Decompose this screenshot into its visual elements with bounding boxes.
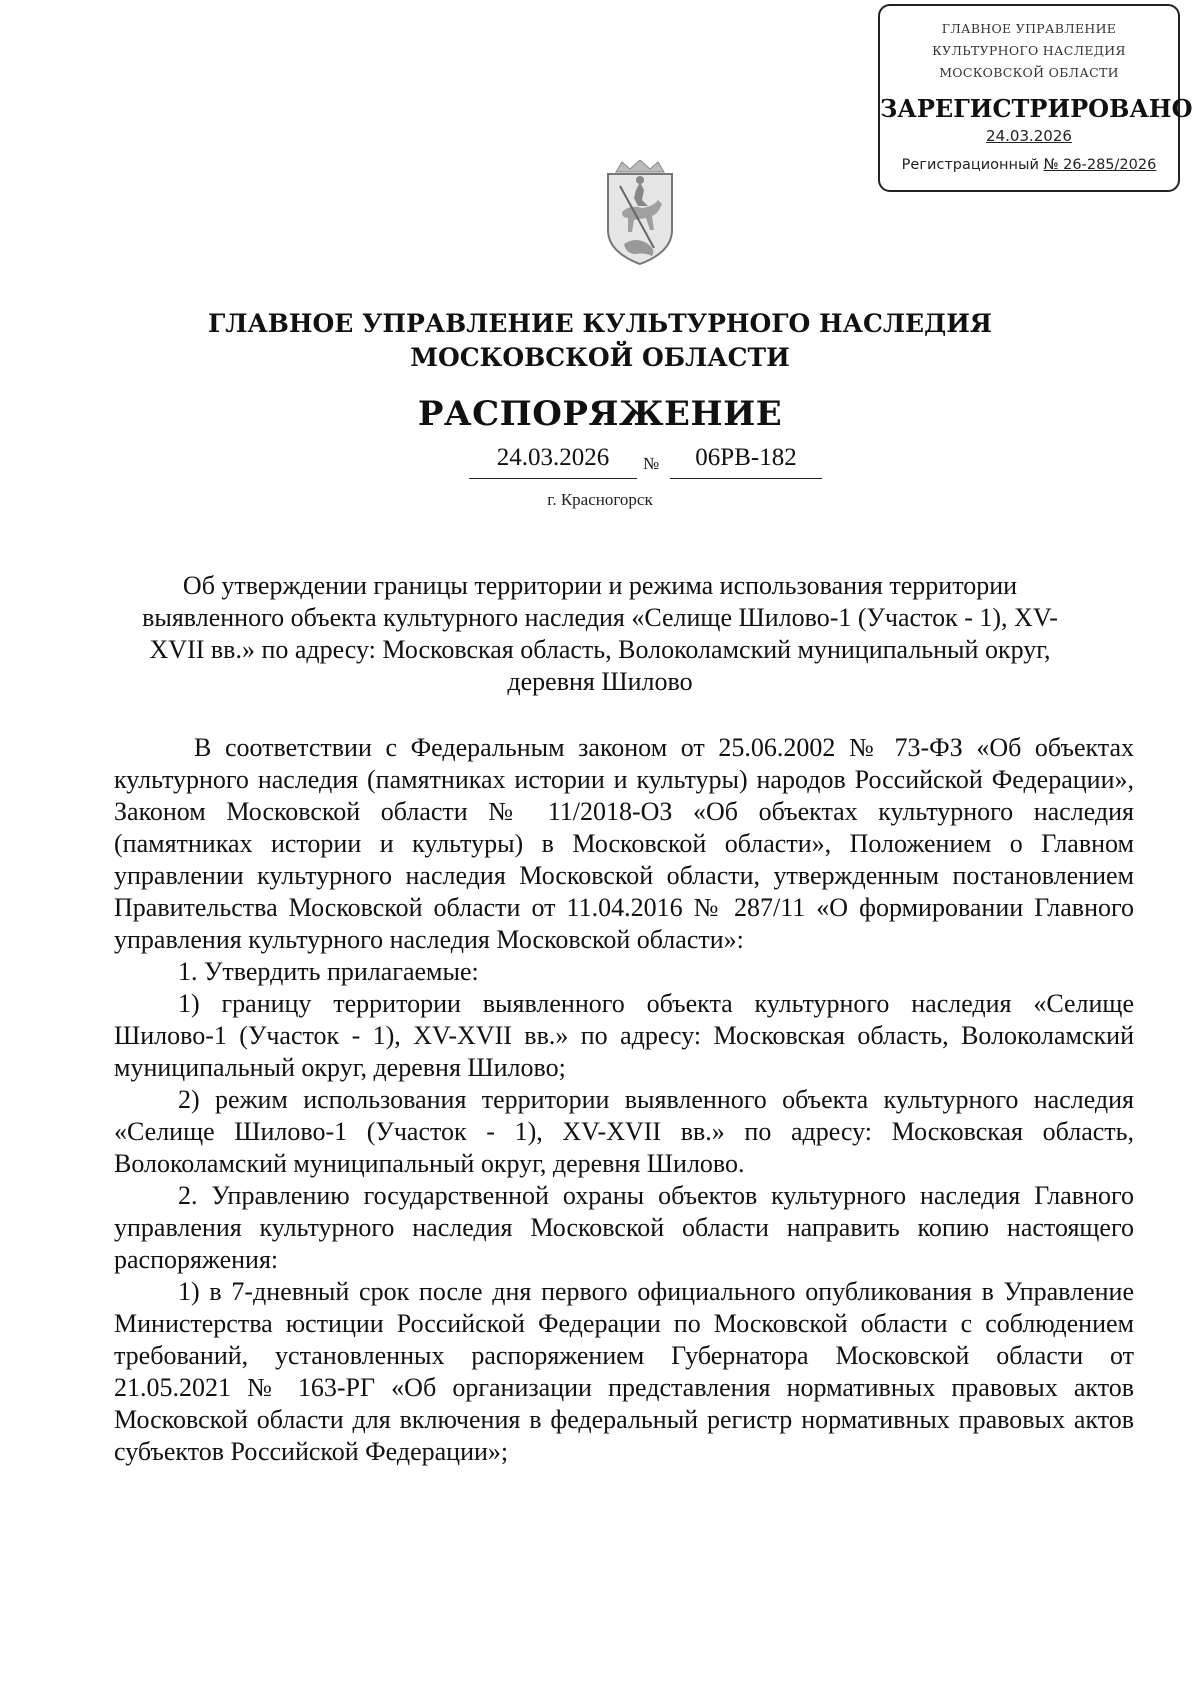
moscow-oblast-coat-of-arms-icon — [600, 160, 680, 278]
date-underline — [469, 478, 637, 479]
number-sign: № — [643, 454, 660, 473]
stamp-date: 24.03.2026 — [986, 127, 1072, 145]
document-number: 06РВ-182 — [695, 444, 797, 471]
registration-stamp — [878, 4, 1193, 192]
date-number-line — [0, 440, 1200, 480]
stamp-org-line-1: ГЛАВНОЕ УПРАВЛЕНИЕ — [941, 21, 1117, 36]
item-1-1: 1) границу территории выявленного объекта культурного наследия «Селище Шилово-1 (Участок - 1), XV-XVII вв.» по адресу: Московская область, Волоколамский муниципальный округ, деревня Шилово; — [114, 989, 1134, 1082]
document-type: РАСПОРЯЖЕНИЕ — [417, 394, 783, 434]
item-2: 2. Управлению государственной охраны объектов культурного наследия Главного управления культурного наследия Московской области направить копию настоящего распоряжения: — [114, 1181, 1134, 1274]
item-2-1: 1) в 7-дневный срок после дня первого официального опубликования в Управление Министерства юстиции Российской Федерации по Московской области с соблюдением требований, установленных распоряжением Губернатора Московской области от 21.05.2021 № 163-РГ «Об организации представления нормативных правовых актов Московской области для включения в федеральный регистр нормативных правовых актов субъектов Российской Федерации»; — [114, 1277, 1134, 1466]
stamp-reg-label: Регистрационный — [901, 157, 1039, 173]
preamble-paragraph: В соответствии с Федеральным законом от 25.06.2002 № 73-ФЗ «Об объектах культурного наследия (памятниках истории и культуры) народов Российской Федерации», Законом Московской области № 11/2018-ОЗ «Об объектах культурного наследия (памятниках истории и культуры) в Московской области», Положением о Главном управлении культурного наследия Московской области, утвержденным постановлением Правительства Московской области от 11.04.2016 № 287/11 «О формировании Главного управления культурного наследия Московской области»: — [114, 733, 1134, 954]
stamp-status: ЗАРЕГИСТРИРОВАНО — [880, 94, 1193, 123]
stamp-org-line-3: МОСКОВСКОЙ ОБЛАСТИ — [939, 65, 1119, 80]
header-org-line-1: ГЛАВНОЕ УПРАВЛЕНИЕ КУЛЬТУРНОГО НАСЛЕДИЯ — [208, 309, 992, 338]
city: г. Красногорск — [547, 490, 653, 509]
number-underline — [670, 478, 822, 479]
header-org-line-2: МОСКОВСКОЙ ОБЛАСТИ — [410, 343, 790, 372]
document-subject: Об утверждении границы территории и режима использования территории выявленного объекта культурного наследия «Селище Шилово-1 (Участок - 1), XV-XVII вв.» по адресу: Московская область, Волоколамский муниципальный округ, деревня Шилово — [142, 571, 1058, 696]
item-1-2: 2) режим использования территории выявленного объекта культурного наследия «Селище Шилово-1 (Участок - 1), XV-XVII вв.» по адресу: Московская область, Волоколамский муниципальный округ, деревня Шилово. — [114, 1085, 1134, 1178]
document-date: 24.03.2026 — [496, 444, 610, 471]
document-body — [114, 732, 1134, 1468]
stamp-org-line-2: КУЛЬТУРНОГО НАСЛЕДИЯ — [932, 43, 1126, 58]
stamp-reg-number: № 26-285/2026 — [1043, 157, 1157, 173]
stamp-registration-number — [880, 152, 1178, 178]
item-1: 1. Утвердить прилагаемые: — [178, 957, 479, 986]
